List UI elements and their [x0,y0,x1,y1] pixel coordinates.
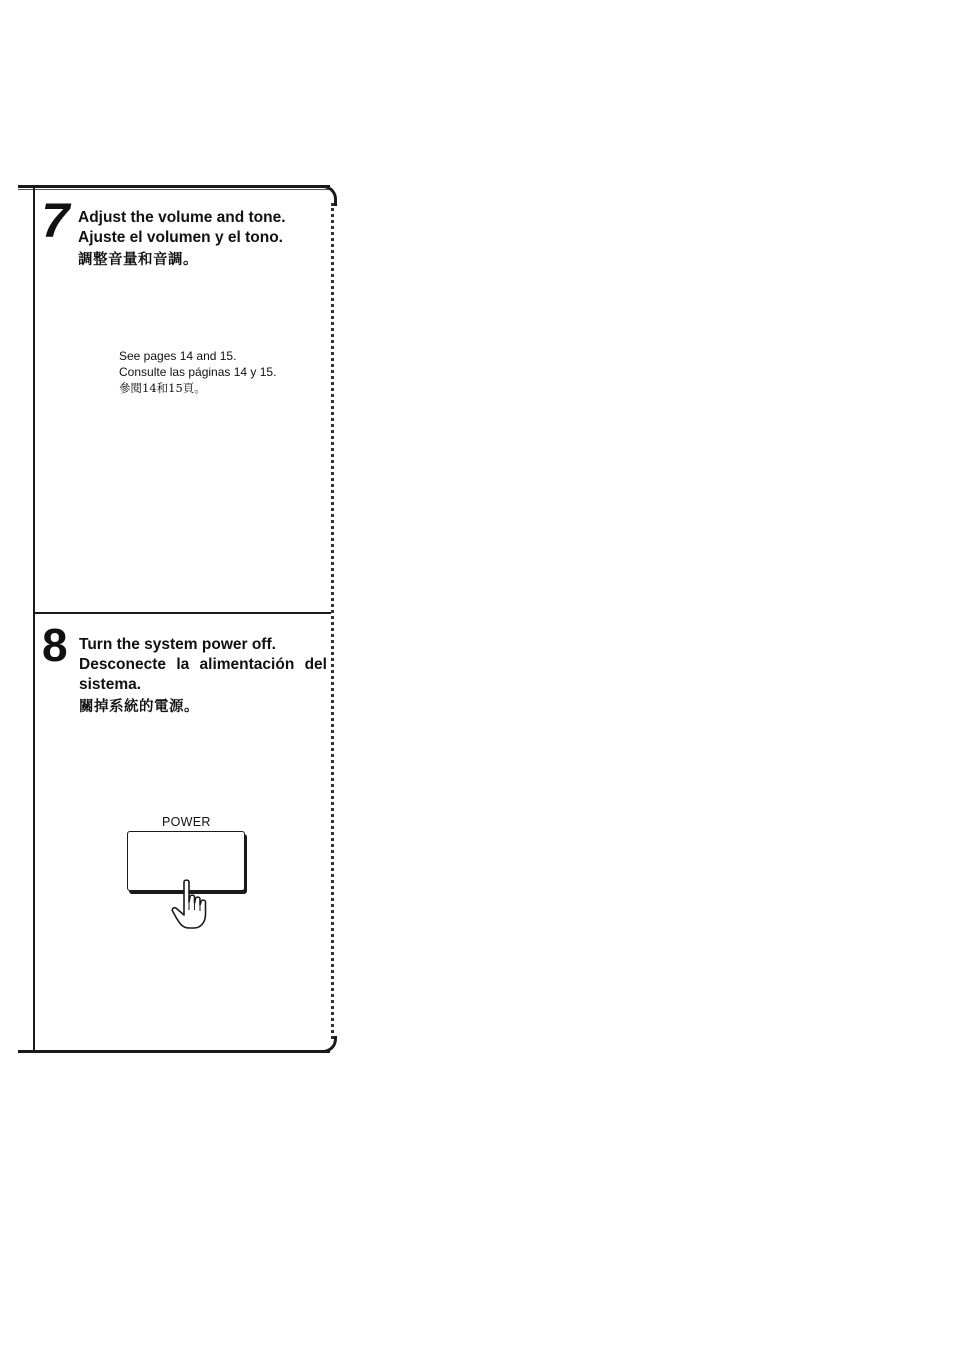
step-7-note [119,348,329,396]
step-7-heading [78,208,328,270]
power-button-label: POWER [162,815,211,829]
step-7-title-zh: 調整音量和音調。 [78,252,198,268]
step-8-heading [79,635,327,717]
frame-left-border [33,186,35,1053]
step-7-title-es: Ajuste el volumen y el tono. [78,229,283,246]
frame-bottom-border [18,1050,330,1053]
step-8-title-zh: 關掉系統的電源。 [79,699,199,715]
step-8-title-es-line2: sistema. [79,676,142,693]
step-7-number: 7 [41,195,70,248]
step-8-number: 8 [42,619,68,671]
step-8-title-en: Turn the system power off. [79,636,276,653]
step-divider [34,612,331,614]
frame-top-border [18,185,330,188]
step-8-title-es-line1: Desconecte la alimentación del [79,656,327,673]
frame-right-border [331,203,334,1039]
pointing-hand-icon [170,878,210,932]
frame-corner-top-right [318,185,337,206]
frame-top-border-inner [18,189,330,190]
note-en: See pages 14 and 15. [119,349,237,363]
note-es: Consulte las páginas 14 y 15. [119,365,277,379]
note-zh: 參閱14和15頁。 [119,381,206,395]
step-7-title-en: Adjust the volume and tone. [78,209,286,226]
